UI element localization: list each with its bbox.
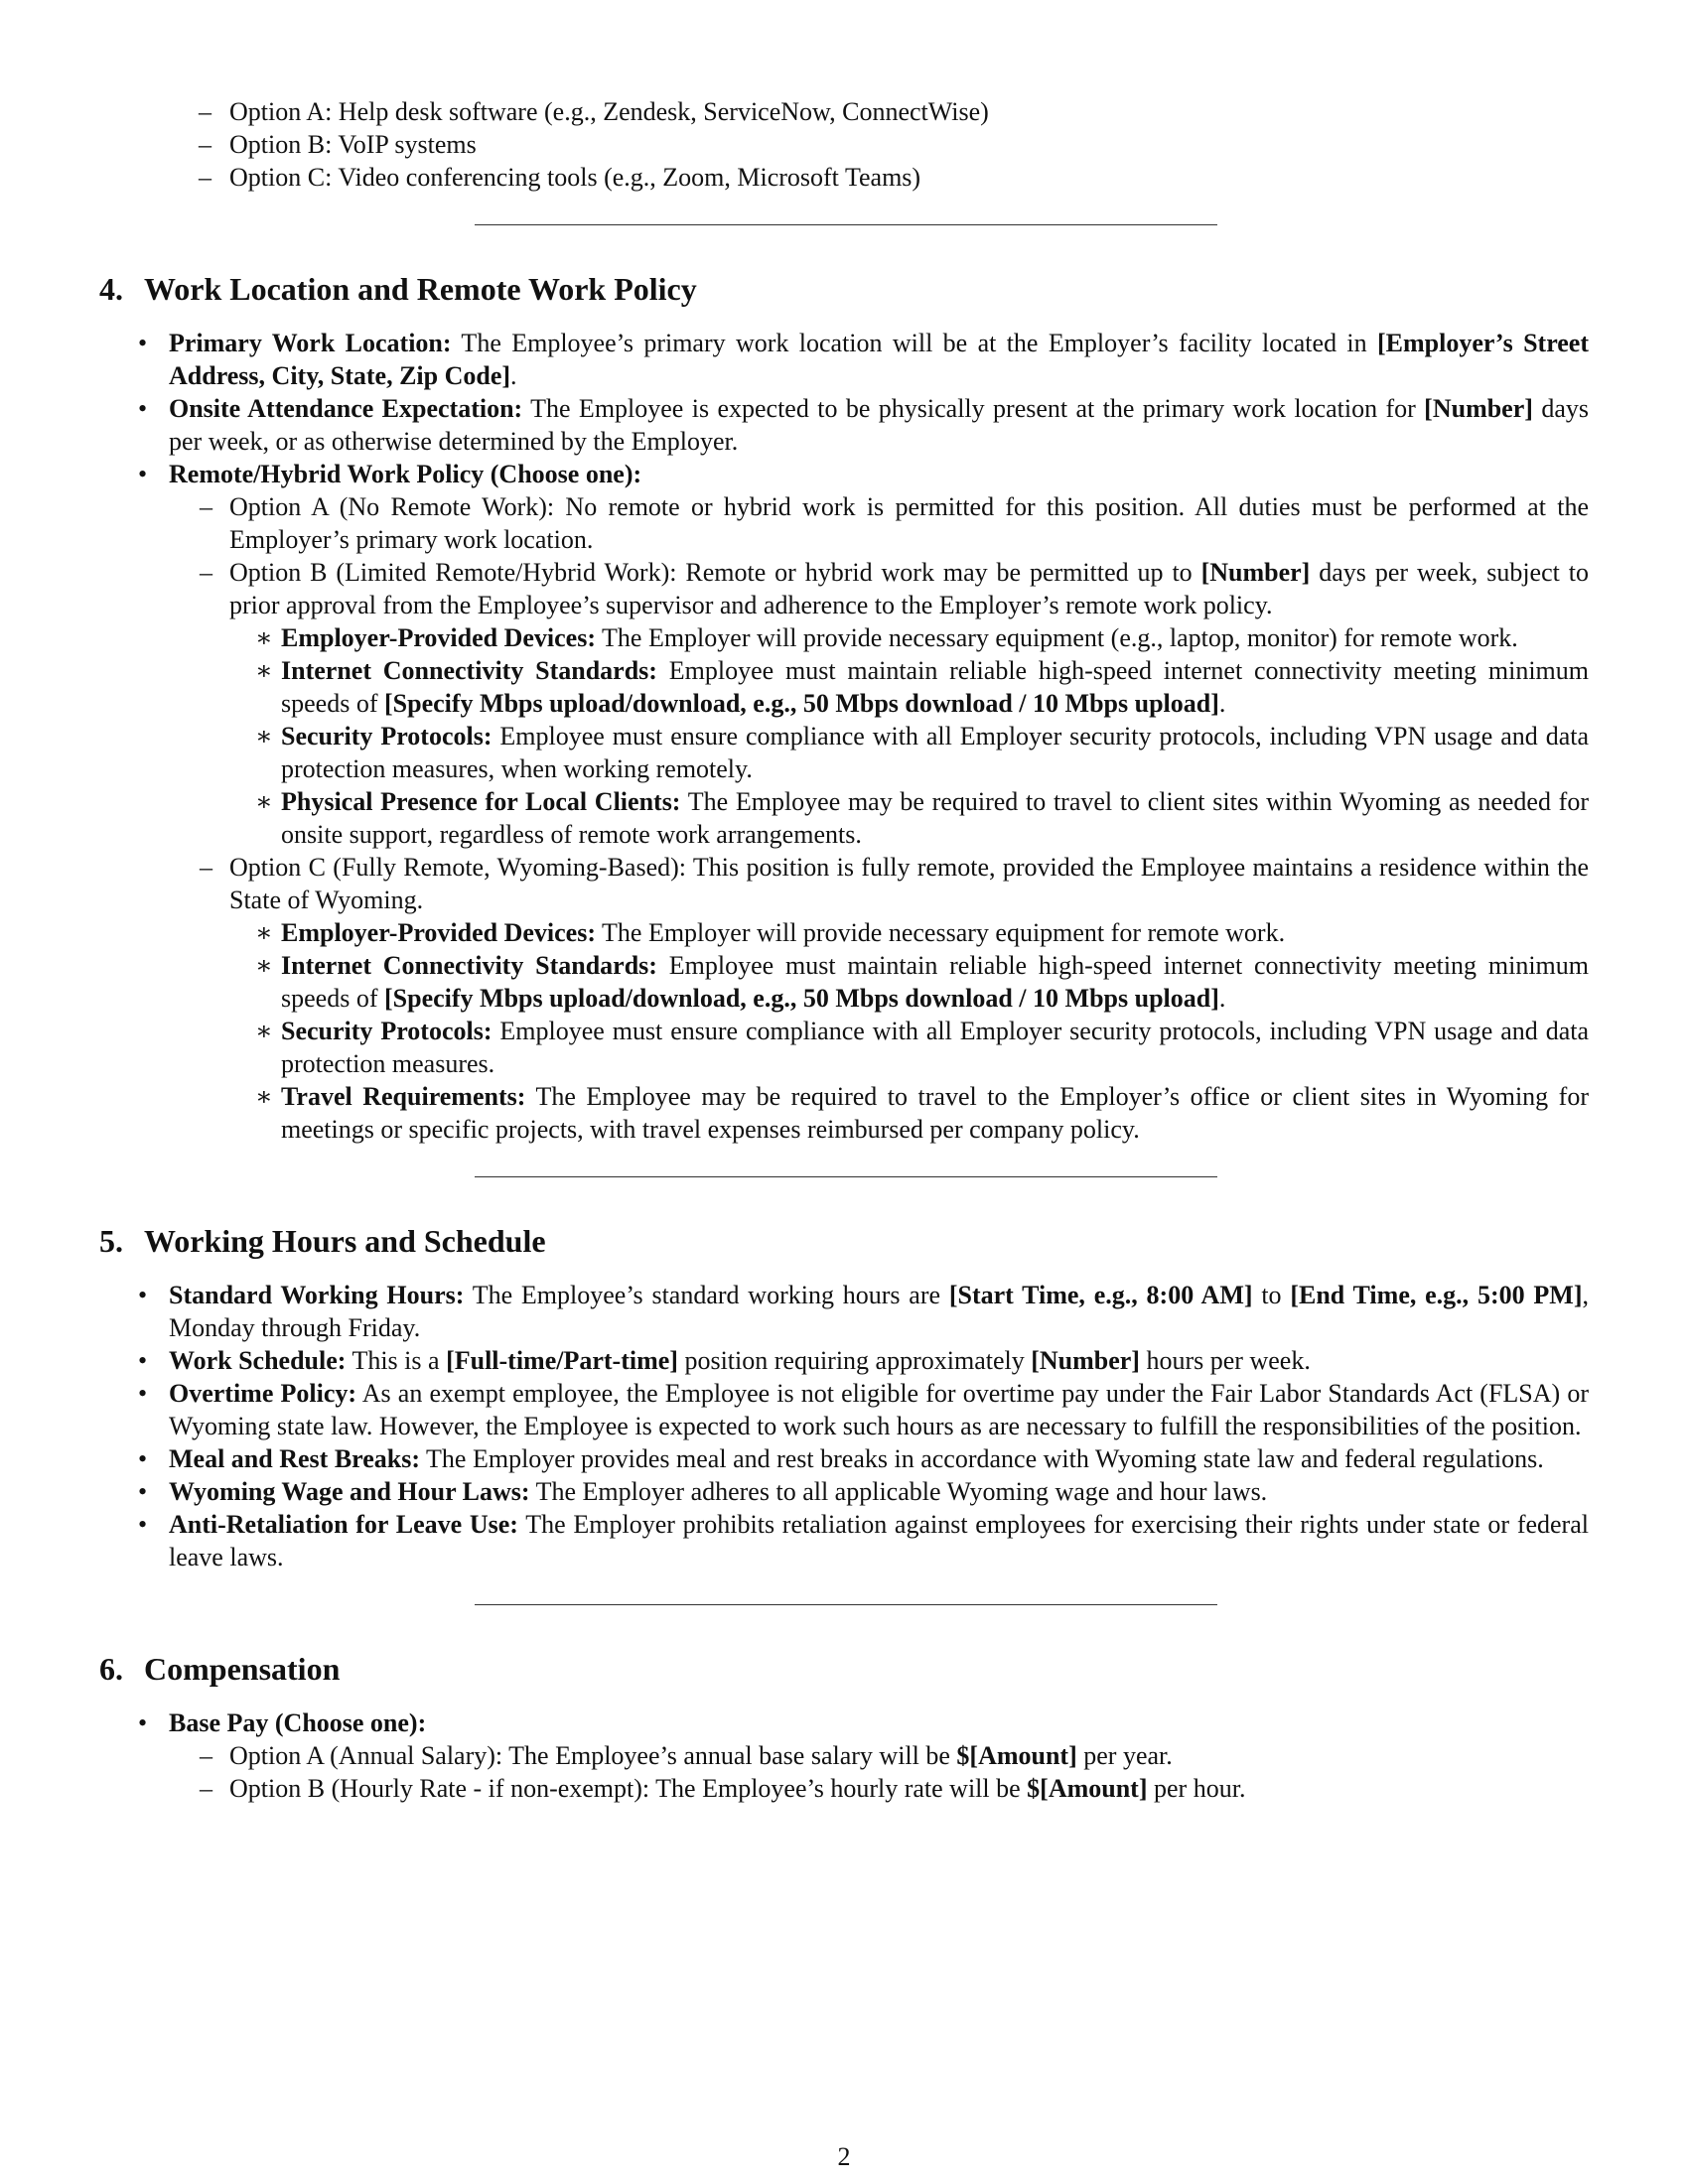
item-text: The Employer will provide necessary equipment (e.g., laptop, monitor) for remote work. [596, 623, 1518, 652]
section-5-list [99, 1279, 1589, 1573]
item-text: position requiring approximately [677, 1346, 1032, 1375]
section-title: Compensation [144, 1651, 341, 1687]
section-divider [475, 224, 1217, 225]
list-item [99, 1279, 1589, 1344]
list-item [99, 392, 1589, 458]
list-item [169, 556, 1589, 851]
item-text: Option B (Limited Remote/Hybrid Work): Remote or hybrid work may be permitted up to [229, 558, 1201, 587]
item-text: The Employer provides meal and rest breaks in accordance with Wyoming state law and federal regulations. [420, 1444, 1544, 1473]
option-b-requirements [229, 621, 1589, 851]
item-text: Employee must maintain reliable high-speed internet connectivity meeting minimum speeds of [281, 951, 1589, 1013]
list-item [229, 720, 1589, 785]
list-item [99, 1442, 1589, 1475]
page-number: 2 [837, 2142, 851, 2171]
item-text: . [1218, 689, 1226, 718]
list-item [229, 654, 1589, 720]
item-text: Employee must ensure compliance with all Employer security protocols, including VPN usage and data protection measures. [281, 1017, 1589, 1078]
placeholder: [End Time, e.g., 5:00 PM] [1290, 1281, 1583, 1309]
item-text: . [1218, 984, 1226, 1013]
list-item [229, 785, 1589, 851]
section-title: Working Hours and Schedule [144, 1223, 546, 1259]
list-item [229, 1080, 1589, 1146]
section-heading [99, 269, 1589, 309]
item-label: Remote/Hybrid Work Policy (Choose one): [169, 460, 642, 488]
item-label: Travel Requirements: [281, 1082, 526, 1111]
placeholder: [Number] [1424, 394, 1533, 423]
item-text: Option B (Hourly Rate - if non-exempt): The Employee’s hourly rate will be [229, 1774, 1028, 1803]
section-heading [99, 1649, 1589, 1689]
list-item [229, 916, 1589, 949]
item-text: The Employee’s standard working hours are [464, 1281, 949, 1309]
section-number: 6. [99, 1651, 123, 1687]
item-text: days per week, or as otherwise determined by the Employer. [169, 394, 1589, 456]
list-item [99, 1344, 1589, 1377]
item-label: Meal and Rest Breaks: [169, 1444, 421, 1473]
item-label: Security Protocols: [281, 1017, 492, 1045]
item-text: The Employee is expected to be physically present at the primary work location for [522, 394, 1425, 423]
item-label: Internet Connectivity Standards: [281, 951, 657, 980]
placeholder: [Employer’s Street Address, City, State, Zip Code] [169, 329, 1590, 390]
list-item [99, 1706, 1589, 1805]
list-item [229, 621, 1589, 654]
list-item: – Option A (No Remote Work): No remote or hybrid work is permitted for this position. All duties must be performed at the Employer’s primary work location. [169, 490, 1589, 556]
list-item [169, 1739, 1589, 1772]
item-label: Employer-Provided Devices: [281, 623, 596, 652]
item-text: Employee must maintain reliable high-speed internet connectivity meeting minimum speeds of [281, 656, 1589, 718]
list-item [99, 1475, 1589, 1508]
placeholder: [Specify Mbps upload/download, e.g., 50 Mbps download / 10 Mbps upload] [383, 984, 1219, 1013]
item-text: hours per week. [1139, 1346, 1311, 1375]
item-text: . [510, 361, 517, 390]
placeholder: [Number] [1200, 558, 1311, 587]
item-label: Onsite Attendance Expectation: [169, 394, 523, 423]
item-label: Standard Working Hours: [169, 1281, 465, 1309]
placeholder: [Full-time/Part-time] [446, 1346, 678, 1375]
item-label: Internet Connectivity Standards: [281, 656, 657, 685]
item-text: days per week, subject to prior approval from the Employee’s supervisor and adherence to the Employer’s remote work policy. [229, 558, 1589, 619]
item-text: per hour. [1147, 1774, 1246, 1803]
list-item [169, 851, 1589, 1146]
placeholder: [Start Time, e.g., 8:00 AM] [948, 1281, 1253, 1309]
item-text: The Employer adheres to all applicable Wyoming wage and hour laws. [529, 1477, 1268, 1506]
placeholder: $[Amount] [956, 1741, 1077, 1770]
section-heading [99, 1221, 1589, 1261]
placeholder: $[Amount] [1027, 1774, 1148, 1803]
section-number: 4. [99, 271, 123, 307]
section-title: Work Location and Remote Work Policy [144, 271, 697, 307]
item-label: Primary Work Location: [169, 329, 452, 357]
item-label: Wyoming Wage and Hour Laws: [169, 1477, 530, 1506]
placeholder: [Specify Mbps upload/download, e.g., 50 Mbps download / 10 Mbps upload] [383, 689, 1219, 718]
option-c-requirements [229, 916, 1589, 1146]
list-item [99, 1508, 1589, 1573]
item-label: Physical Presence for Local Clients: [281, 787, 681, 816]
item-label: Work Schedule: [169, 1346, 347, 1375]
item-text: to [1252, 1281, 1291, 1309]
list-item [99, 327, 1589, 392]
item-text: The Employer prohibits retaliation against employees for exercising their rights under state or federal leave laws. [169, 1510, 1589, 1571]
list-item: – Option A: Help desk software (e.g., Zendesk, ServiceNow, ConnectWise) [229, 95, 1589, 128]
item-label: Base Pay (Choose one): [169, 1708, 427, 1737]
list-item: – Option C: Video conferencing tools (e.g., Zoom, Microsoft Teams) [229, 161, 1589, 194]
list-item: – Option B: VoIP systems [229, 128, 1589, 161]
item-label: Anti-Retaliation for Leave Use: [169, 1510, 518, 1539]
item-label: Security Protocols: [281, 722, 492, 751]
list-item [169, 1772, 1589, 1805]
item-text: Option A (Annual Salary): The Employee’s annual base salary will be [229, 1741, 957, 1770]
item-text: The Employee may be required to travel to client sites within Wyoming as needed for onsite support, regardless of remote work arrangements. [281, 787, 1589, 849]
item-label: Overtime Policy: [169, 1379, 357, 1408]
section-number: 5. [99, 1223, 123, 1259]
base-pay-option-list [169, 1739, 1589, 1805]
item-text: Option C (Fully Remote, Wyoming-Based): This position is fully remote, provided the Employee maintains a residence within the State of Wyoming. [229, 853, 1589, 914]
tools-option-list [99, 95, 1589, 194]
list-item [229, 1015, 1589, 1080]
item-label: Employer-Provided Devices: [281, 918, 596, 947]
item-text: , Monday through Friday. [169, 1281, 1589, 1342]
section-4-list [99, 327, 1589, 1146]
item-text: As an exempt employee, the Employee is not eligible for overtime pay under the Fair Labor Standards Act (FLSA) or Wyoming state law. However, the Employee is expected to work such hours as are necessary to fulfill the responsibilities of the position. [169, 1379, 1589, 1440]
item-text: The Employer will provide necessary equipment for remote work. [596, 918, 1286, 947]
remote-option-list [169, 490, 1589, 1146]
section-divider [475, 1604, 1217, 1605]
placeholder: [Number] [1031, 1346, 1140, 1375]
item-text: This is a [346, 1346, 447, 1375]
page-content [99, 95, 1589, 1805]
item-text: The Employee’s primary work location will be at the Employer’s facility located in [451, 329, 1378, 357]
section-6-list [99, 1706, 1589, 1805]
list-item [99, 1377, 1589, 1442]
item-text: Employee must ensure compliance with all Employer security protocols, including VPN usage and data protection measures, when working remotely. [281, 722, 1589, 783]
item-text: The Employee may be required to travel to the Employer’s office or client sites in Wyoming for meetings or specific projects, with travel expenses reimbursed per company policy. [281, 1082, 1589, 1144]
list-item [229, 949, 1589, 1015]
section-divider [475, 1176, 1217, 1177]
item-text: per year. [1076, 1741, 1173, 1770]
list-item [99, 458, 1589, 1146]
